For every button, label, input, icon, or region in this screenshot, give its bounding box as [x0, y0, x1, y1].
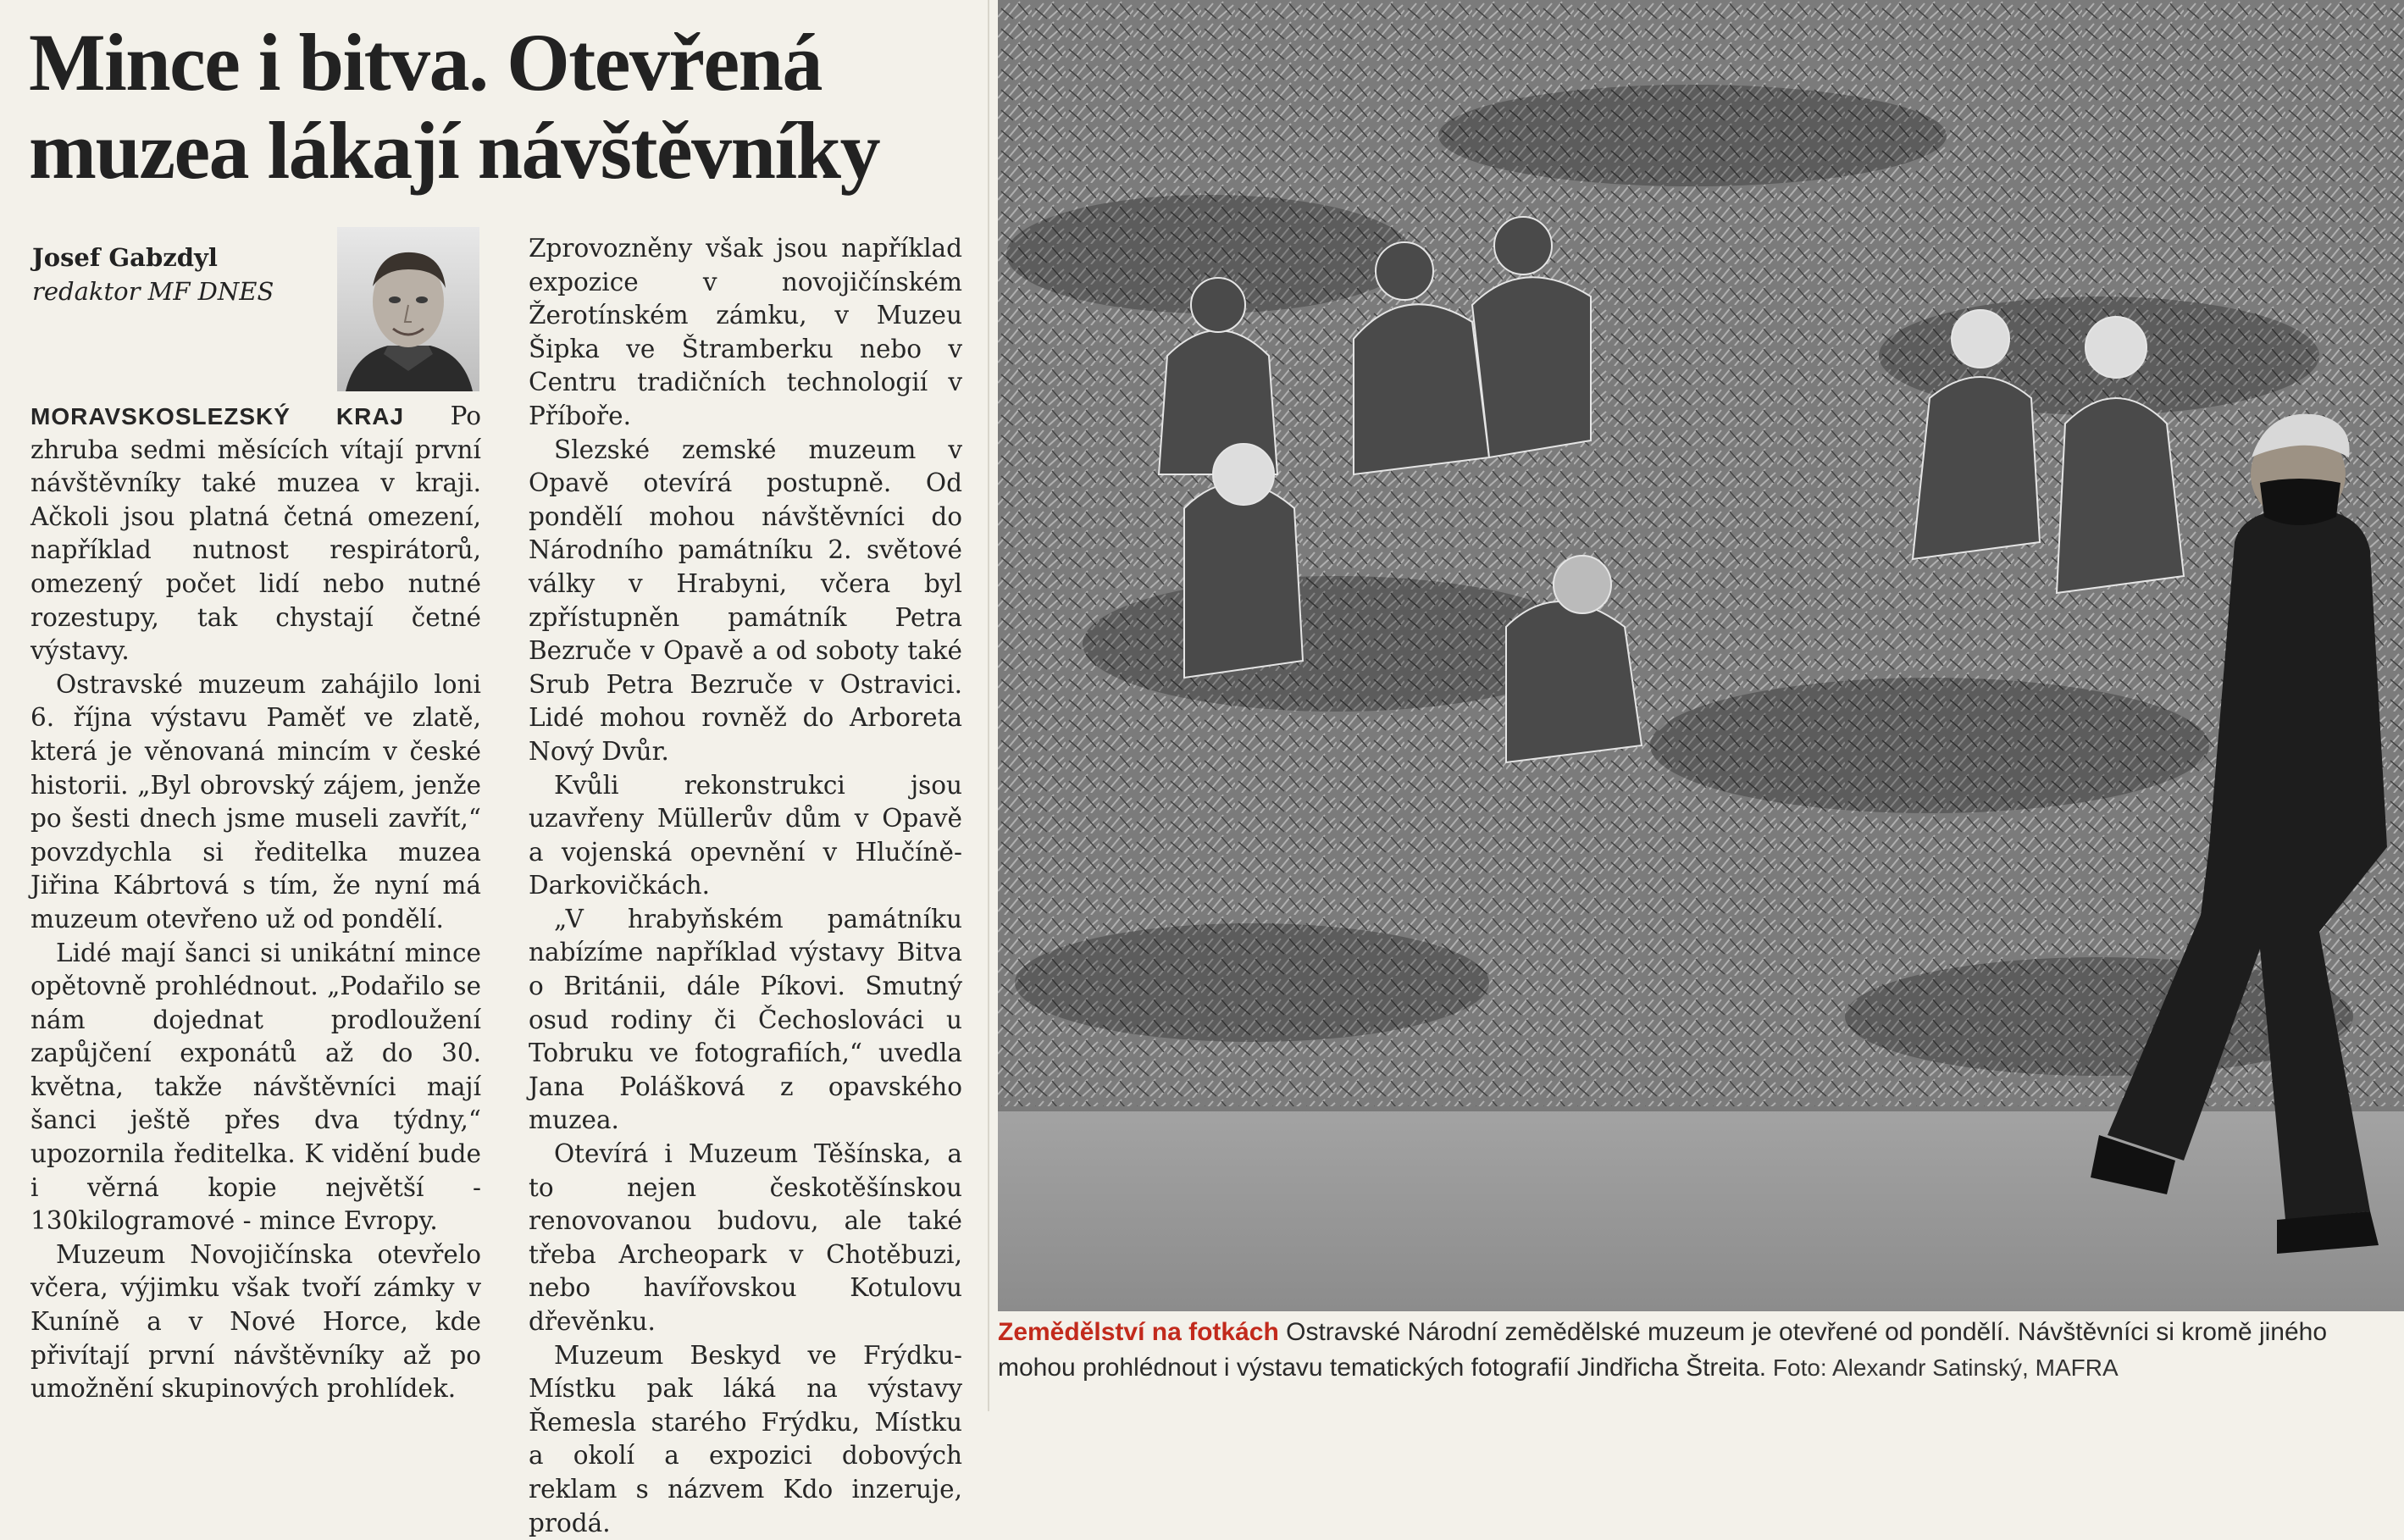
headline: [29, 19, 994, 195]
author-name: Josef Gabzdyl: [32, 243, 218, 272]
headline-line-2: muzea lákají návštěvníky: [29, 105, 880, 196]
article-paragraph: Muzeum Beskyd ve Frýdku-Místku pak láká na výstavy Řemesla starého Frýdku, Místku a okolí a expozici dobových reklam s názvem Kdo inzeruje, prodá.: [529, 1340, 962, 1537]
lead-region: MORAVSKOSLEZSKÝ KRAJ: [30, 403, 405, 429]
article-paragraph: Ostravské muzeum zahájilo loni 6. října výstavu Paměť ve zlatě, která je věnovaná mincím v české historii. „Byl obrovský zájem, jenže po šesti dnech jsme museli zavřít,“ povzdychla si ředitelka muzea Jiřina Kábrtová s tím, že nyní má muzeum otevřeno už od pondělí.: [30, 669, 481, 933]
headline-line-1: Mince i bitva. Otevřená: [29, 17, 822, 108]
article-paragraph: Zprovozněny však jsou například expozice v novojičínském Žerotínském zámku, v Muzeu Šipka ve Štramberku nebo v Centru tradičních technologií v Příboře.: [529, 234, 962, 430]
photo-caption: [998, 1315, 2387, 1386]
article-paragraph: Slezské zemské muzeum v Opavě otevírá postupně. Od pondělí mohou návštěvníci do Národního památníku 2. světové války v Hrabyni, včera byl zpřístupněn památník Petra Bezruče v Opavě a od soboty také Srub Petra Bezruče v Ostravici. Lidé mohou rovněž do Arboreta Nový Dvůr.: [529, 435, 962, 766]
author-role: redaktor MF DNES: [32, 277, 274, 306]
article-paragraph: Lidé mají šanci si unikátní mince opětovně prohlédnout. „Podařilo se nám dojednat prodloužení zapůjčení exponátů až do 30. května, takže návštěvníci mají šanci ještě přes dva týdny,“ upozornila ředitelka. K vidění bude i věrná kopie největší - 130kilogramové - mince Evropy.: [30, 938, 481, 1236]
news-photo: [998, 0, 2404, 1311]
article-paragraph: MORAVSKOSLEZSKÝ KRAJ Po zhruba sedmi měsících vítají první návštěvníky také muzea v kraji. Ačkoli jsou platná četná omezení, například nutnost respirátorů, omezený počet lidí nebo nutné rozestupy, tak chystají četné výstavy.: [30, 402, 482, 666]
author-portrait-image: [337, 227, 479, 391]
news-photo-image: [998, 0, 2404, 1311]
caption-title: Zemědělství na fotkách: [998, 1318, 1279, 1346]
column-divider: [988, 0, 989, 1411]
article-paragraph: Otevírá i Muzeum Těšínska, a to nejen českotěšínskou renovovanou budovu, ale také třeba Archeopark v Chotěbuzi, nebo havířovskou Kotulovu dřevěnku.: [529, 1139, 962, 1336]
photo-credit: Foto: Alexandr Satinský, MAFRA: [1766, 1354, 2119, 1381]
article-paragraph: Muzeum Novojičínska otevřelo včera, výjimku však tvoří zámky v Kuníně a v Nové Horce, kde přivítají první návštěvníky až po umožnění skupinových prohlídek.: [30, 1239, 481, 1404]
byline: [32, 241, 274, 308]
caption-text: Ostravské Národní zemědělské muzeum je otevřené od pondělí. Návštěvníci si kromě jiného mohou prohlédnout i výstavu tematických fotografií Jindřicha Štreita.: [998, 1318, 2328, 1382]
article-paragraph: „V hrabyňském památníku nabízíme například výstavy Bitva o Británii, dále Píkovi. Smutný osud rodiny či Čechoslováci u Tobruku ve fotografiích,“ uvedla Jana Polášková z opavského muzea.: [529, 904, 962, 1135]
article-paragraph: Kvůli rekonstrukci jsou uzavřeny Müllerův dům v Opavě a vojenská opevnění v Hlučíně-Darkovičkách.: [529, 770, 962, 900]
article-column-1: [30, 400, 481, 1406]
article-column-2: [529, 232, 962, 1540]
author-portrait: [337, 227, 479, 391]
